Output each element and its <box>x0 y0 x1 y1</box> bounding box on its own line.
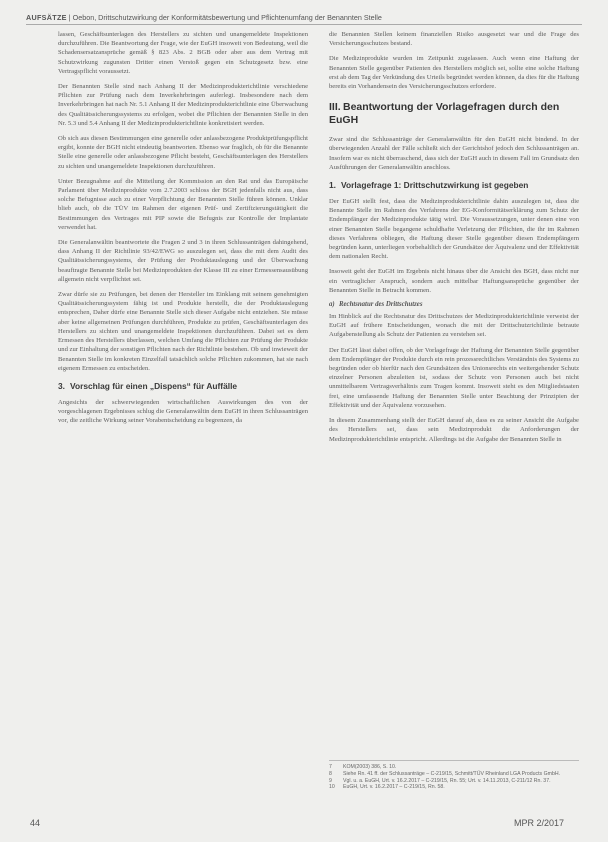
left-paragraph-5: Die Generalanwältin beantwortete die Fragen 2 und 3 in ihren Schlussanträgen dahingehend, dass Anhang II der Richtlinie 93/42/EWG so auszulegen sei, dass die mit dem Audit des Qualitätssicherungssystems, der Prüfung der Produktauslegung und der Überwachung beauftragte Benannte Stelle bei Medizinprodukten der Klasse III zu einer Ermessensausübung allgemein nicht verpflichtet sei. <box>58 239 308 283</box>
left-final-paragraph: Angesichts der schwerwiegenden wirtschaftlichen Auswirkungen des von der vorgeschlagenen Ergebnisses schlug die Generalanwältin dem EuGH in ihren Schlussanträgen vor, die zeitliche Wirkung seiner Vorabentscheidung zu begrenzen, da <box>58 398 308 425</box>
header-rule <box>26 24 582 25</box>
footnote-number: 7 <box>329 764 332 770</box>
footnote-number: 10 <box>329 784 335 791</box>
left-paragraph-4: Unter Bezugnahme auf die Mitteilung der Kommission an den Rat und das Europäische Parlament über Medizinprodukte vom 2.7.2003 schloss der BGH jedenfalls nicht aus, dass solche Befugnisse auch zu einer Verpflichtung der Benannten Stelle führen können. Unklar blieb auch, ob die TÜV im Rahmen der eigenen Prüf- und Zertifizierungstätigkeit die Bestimmungen des Vertrages mit PIP sowie die Befugnis zur Kontrolle der Implantate verwendet hat. <box>58 177 308 231</box>
footnote <box>329 784 579 791</box>
footnote-text: EuGH, Urt. v. 16.2.2017 – C-219/15, Rn. 58. <box>343 784 445 791</box>
footnote-text: KOM(2003) 386, S. 10. <box>343 764 397 770</box>
subsub-paragraph-2: Der EuGH lässt dabei offen, ob der Vorlagefrage der Haftung der Benannten Stelle gegenüber dem Endempfänger der Produkte durch ein rein prozessrechtliches Verständnis des Systems zu begründen oder ob hierfür nach den Grundsätzen des Unionsrechts ein weitergehender Schutz einzelner Personen abzuleiten ist, sodass der Schutz von Personen auch bei nicht unmittelbarem Vertragsverhältnis zum Tragen kommt. Insoweit steht es den Mitgliedstaaten frei, eine umfassende Haftung der Benannten Stelle unter Beachtung der Prinzipien der Effektivität und der Äquivalenz vorzusehen. <box>329 346 579 409</box>
footnote <box>329 771 579 778</box>
left-paragraph-1: lassen, Geschäftsunterlagen des Herstellers zu sichten und unangemeldete Inspektionen durchzuführen. Die Beantwortung der Frage, wie der EuGH insoweit von Bedeutung, weil die Schadensersatzansprüche gemäß § 823 Abs. 2 BGB oder aber aus dem Vertrag mit Schutzwirkung zugunsten Dritter einen Verstoß gegen ein Schutzgesetz bzw. eine Vertragspflicht voraussetzt. <box>58 31 308 75</box>
subsubheading-number: a) <box>329 301 335 309</box>
left-subheading-label: Vorschlag für einen „Dispens“ für Auffälle <box>70 380 238 391</box>
subsubheading <box>329 301 579 308</box>
left-paragraph-3: Ob sich aus diesen Bestimmungen eine generelle oder anlassbezogene Produktprüfungspflicht ergibt, konnte der BGH nicht eindeutig beantworten. Ebenso war fraglich, ob für die Benannte Stelle eine generelle oder anlassbezogene Pflicht besteht, Geschäftsunterlagen des Herstellers zu sichten und unangemeldete Inspektionen durchzuführen. <box>58 135 308 170</box>
main-heading-number: III. <box>329 101 341 114</box>
running-head <box>26 13 586 22</box>
footnotes <box>329 760 579 791</box>
footnote-number: 9 <box>329 777 332 784</box>
left-subheading-number: 3. <box>58 380 65 391</box>
footnote <box>329 764 579 771</box>
footnote <box>329 778 579 785</box>
subsub-paragraph-1: Im Hinblick auf die Rechtsnatur des Drittschutzes der Medizinprodukterichtlinie verweist der EuGH auf frühere Entscheidungen, wonach die mit der Drittschutzrichtlinie betraute Aufgabenstellung als Schutz der Patienten zu verstehen sei. <box>329 313 579 339</box>
footnote-text: Siehe Rn. 41 ff. der Schlussanträge – C-219/15, Schmitt/TÜV Rheinland LGA Products GmbH. <box>343 770 561 777</box>
right-intro-paragraph-2: Die Medizinprodukte wurden im Zeitpunkt zugelassen. Auch wenn eine Haftung der Benannten Stelle gegenüber Patienten des Herstellers möglich sei, sollte eine solche Haftung erst ab dem Tag der Verkündung des Urteils begründet werden können, da dies für die Haftung bereits ein Vorhandensein des Versicherungsschutzes erfordere. <box>329 55 579 91</box>
main-heading <box>329 101 579 127</box>
subsub-paragraph-3: In diesem Zusammenhang stellt der EuGH darauf ab, dass es zu seiner Ansicht die Aufgabe des Herstellers sei, dass sein Medizinprodukt die Anforderungen der Medizinprodukterichtlinie entspricht. Allerdings ist die Aufgabe der Benannten Stelle in <box>329 417 579 443</box>
running-head-separator: | <box>68 13 71 22</box>
footnote-text: Vgl. u. a. EuGH, Urt. v. 16.2.2017 – C-219/15, Rn. 55; Urt. v. 14.11.2013, C-211/12 Rn. 37. <box>343 777 551 784</box>
main-heading-label: Beantwortung der Vorlagefragen durch den EuGH <box>329 101 560 127</box>
subheading-1 <box>329 180 579 191</box>
page-number: 44 <box>30 818 41 828</box>
journal-citation: MPR 2/2017 <box>514 818 565 828</box>
subheading-1-paragraph-2: Insoweit geht der EuGH im Ergebnis nicht hinaus über die Ansicht des BGH, dass nicht nur ein vertraglicher Anspruch, sondern auch mittelbar Haftungsansprüche gegenüber der Benannten Stelle in Betracht kommen. <box>329 268 579 294</box>
subsubheading-label: Rechtsnatur des Drittschutzes <box>339 301 423 309</box>
footnote-number: 8 <box>329 770 332 777</box>
subheading-1-paragraph-1: Der EuGH stellt fest, dass die Medizinprodukterichtlinie dahin auszulegen ist, dass die Benannte Stelle im Rahmen des Verfahrens der EG-Konformitätserklärung zum Schutz der Endempfänger der Medizinprodukte tätig wird. Die Voraussetzungen, unter denen eine von einer Benannten Stelle begangene schuldhafte Verletzung der Pflichten, die ihr im Rahmen dieses Verfahrens obliegen, die Haftung dieser Stelle gegenüber diesen Endempfängern begründen kann, unterliegen vorbehaltlich der Grundsätze der Äquivalenz und der Effektivität dem nationalen Recht. <box>329 198 579 261</box>
left-paragraph-2: Der Benannten Stelle sind nach Anhang II der Medizinprodukterichtlinie verschiedene Pflichten zur Prüfung nach dem Inverkehrbringen auferlegt. Insbesondere nach dem Inverkehrbringen hat nach Nr. 5.1 Anhang II der Medizinprodukterichtlinie eine Überwachung des Qualitätssicherungssystems zu erfolgen, wobei die Pflichten der Benannten Stelle in den Nr. 5.3 und 5.4 Anhang II der Medizinprodukterichtlinie konkretisiert werden. <box>58 83 308 127</box>
running-head-title: Oebon, Drittschutzwirkung der Konformitätsbewertung und Pflichtenumfang der Benannten Stelle <box>72 13 382 22</box>
right-column <box>329 30 579 450</box>
subheading-1-label: Vorlagefrage 1: Drittschutzwirkung ist gegeben <box>341 180 529 191</box>
subheading-1-number: 1. <box>329 180 336 191</box>
running-head-section: AUFSÄTZE <box>26 13 67 22</box>
right-intro-paragraph-1: die Benannten Stellen keinem finanziellen Risiko ausgesetzt war und die Frage des Versicherungsschutzes bestand. <box>329 31 579 48</box>
left-paragraph-6: Zwar dürfe sie zu Prüfungen, bei denen der Hersteller im Einklang mit seinem genehmigten Qualitätssicherungssystem fähig ist und Produkte herstellt, die der Produktauslegung entsprechen, Daher dürfe eine Benannte Stelle sich dieser Aufgabe nicht entziehen. Sie müsse aber keine allgemeinen Prüfungen durchführen, Produkte zu prüfen, Geschäftsunterlagen des Herstellers zu sichten und unangemeldete Inspektionen durchzuführen. Dabei sei es dem Ermessen des Herstellers überlassen, welchen Umfang die Pflichten zur Prüfung der Produkte und zur Einhaltung der sonstigen Pflichten nach der Richtlinie bestehen. Ob und inwieweit der Benannten Stelle im konkreten Einzelfall tatsächlich solche Pflichten zukommen, hat sie nach eigenem Ermessen zu entscheiden. <box>58 291 308 372</box>
heading-paragraph: Zwar sind die Schlussanträge der Generalanwältin für den EuGH nicht bindend. In der überwiegenden Anzahl der Fälle schließt sich der Gerichtshof jedoch den Schlussanträgen an. Insofern war es nicht überraschend, dass sich der EuGH auch in diesem Fall im Grundsatz den Ausführungen der Generalanwältin anschloss. <box>329 136 579 171</box>
left-column <box>58 30 308 432</box>
left-subheading <box>58 381 308 392</box>
